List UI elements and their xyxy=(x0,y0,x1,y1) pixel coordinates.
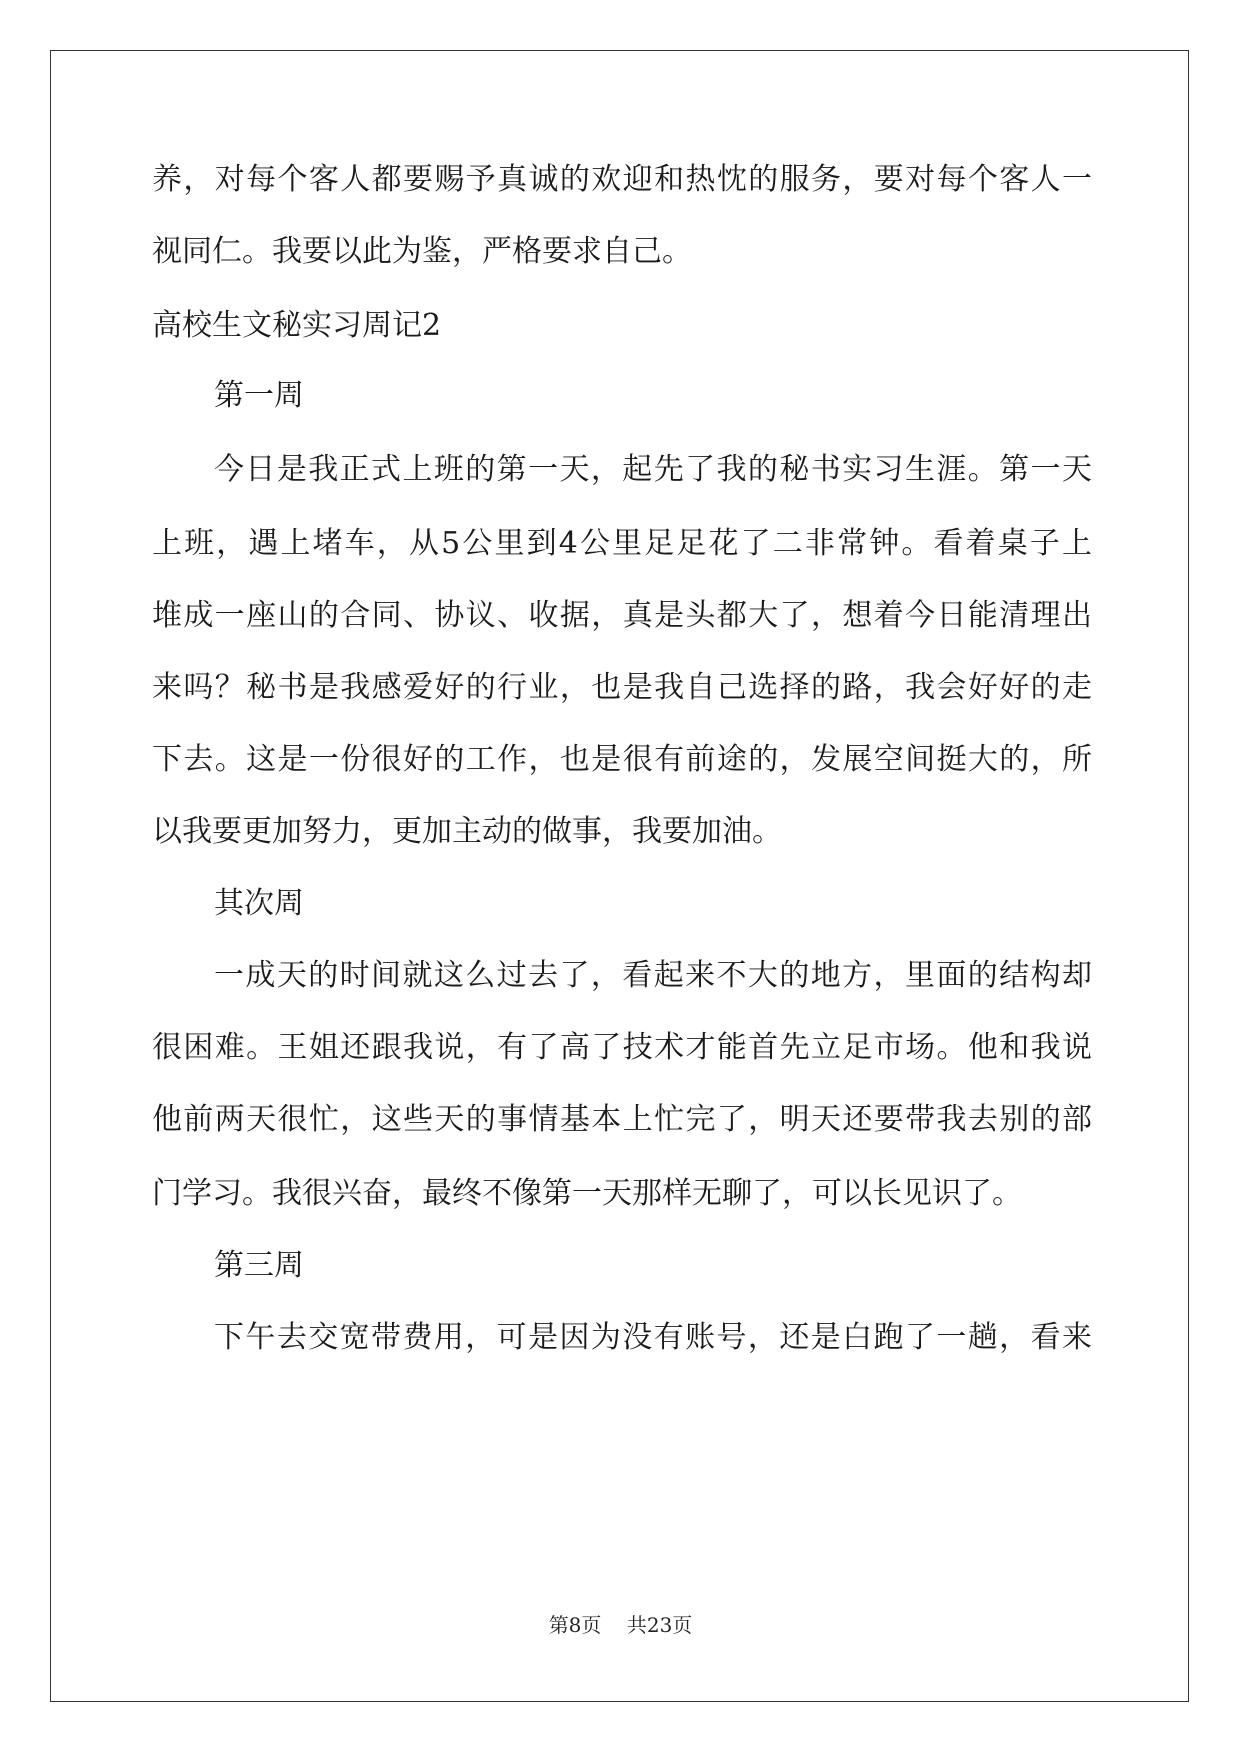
paragraph-line: 一成天的时间就这么过去了，看起来不大的地方，里面的结构却 xyxy=(214,958,1092,993)
page-border xyxy=(50,50,1189,1702)
paragraph-line: 门学习。我很兴奋，最终不像第一天那样无聊了，可以长见识了。 xyxy=(152,1176,1022,1211)
page-footer xyxy=(0,1612,1241,1638)
paragraph-line: 养，对每个客人都要赐予真诚的欢迎和热忱的服务，要对每个客人一 xyxy=(152,162,1092,197)
paragraph-line: 堆成一座山的合同、协议、收据，真是头都大了，想着今日能清理出 xyxy=(152,598,1092,633)
week-heading: 第一周 xyxy=(214,378,304,413)
paragraph-line: 视同仁。我要以此为鉴，严格要求自己。 xyxy=(152,234,692,269)
page-total: 共23页 xyxy=(626,1613,693,1637)
page-number: 第8页 xyxy=(548,1613,602,1637)
week-heading: 第三周 xyxy=(214,1248,304,1283)
paragraph-line: 来吗？秘书是我感爱好的行业，也是我自己选择的路，我会好好的走 xyxy=(152,670,1092,705)
paragraph-line: 下去。这是一份很好的工作，也是很有前途的，发展空间挺大的，所 xyxy=(152,742,1092,777)
paragraph-line: 上班，遇上堵车，从5公里到4公里足足花了二非常钟。看着桌子上 xyxy=(152,526,1092,561)
week-heading: 其次周 xyxy=(214,886,304,921)
paragraph-line: 他前两天很忙，这些天的事情基本上忙完了，明天还要带我去别的部 xyxy=(152,1102,1092,1137)
paragraph-line: 以我要更加努力，更加主动的做事，我要加油。 xyxy=(152,814,782,849)
paragraph-line: 下午去交宽带费用，可是因为没有账号，还是白跑了一趟，看来 xyxy=(214,1320,1092,1355)
paragraph-line: 很困难。王姐还跟我说，有了高了技术才能首先立足市场。他和我说 xyxy=(152,1030,1092,1065)
paragraph-line: 今日是我正式上班的第一天，起先了我的秘书实习生涯。第一天 xyxy=(214,452,1092,487)
section-title: 高校生文秘实习周记2 xyxy=(152,308,442,343)
